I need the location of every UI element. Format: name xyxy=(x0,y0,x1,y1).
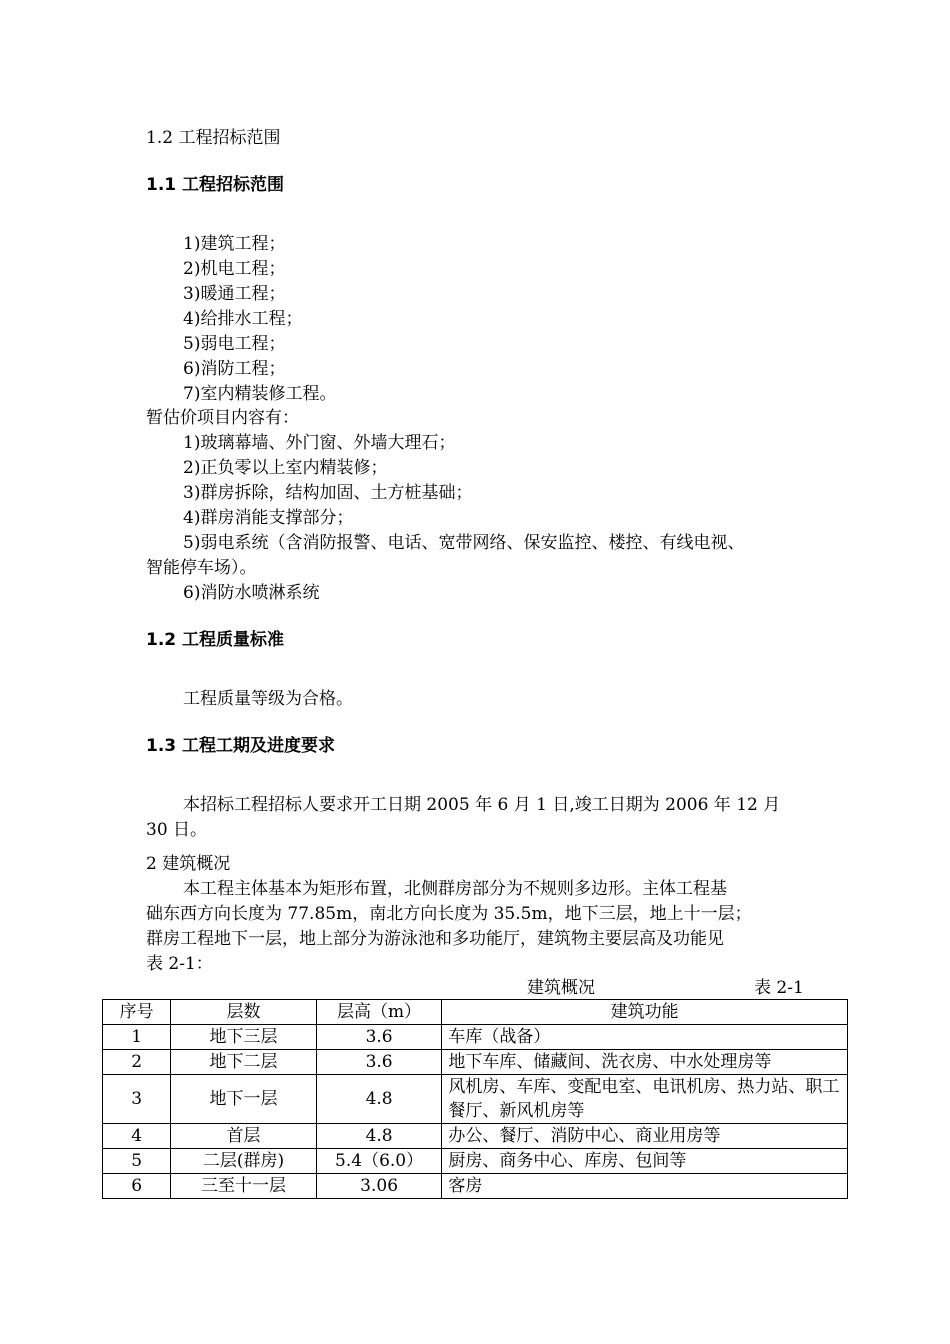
overview-line: 础东西方向长度为 77.85m，南北方向长度为 35.5m，地下三层，地上十一层； xyxy=(146,904,752,924)
table-header-cell: 层高（m） xyxy=(316,1000,442,1025)
list-item-continuation: 智能停车场）。 xyxy=(146,558,257,578)
table-cell: 3 xyxy=(103,1075,171,1124)
section-heading-top: 1.2 工程招标范围 xyxy=(146,128,281,148)
list-item: 6)消防水喷淋系统 xyxy=(183,583,320,603)
table-cell: 地下二层 xyxy=(171,1050,317,1075)
schedule-text-line1: 本招标工程招标人要求开工日期 2005 年 6 月 1 日,竣工日期为 2006 年 12 月 xyxy=(183,795,781,815)
list-item: 7)室内精装修工程。 xyxy=(183,384,337,404)
table-row xyxy=(103,1050,848,1075)
list-item: 2)机电工程； xyxy=(183,259,286,279)
table-row xyxy=(103,1025,848,1050)
table-cell: 客房 xyxy=(442,1174,848,1199)
provisional-title: 暂估价项目内容有： xyxy=(146,408,299,428)
list-item: 3)暖通工程； xyxy=(183,284,286,304)
table-cell: 6 xyxy=(103,1174,171,1199)
table-cell: 车库（战备） xyxy=(442,1025,848,1050)
table-caption: 建筑概况 xyxy=(527,978,595,998)
table-header-row xyxy=(103,1000,848,1025)
list-item: 4)群房消能支撑部分； xyxy=(183,508,354,528)
table-cell: 5 xyxy=(103,1149,171,1174)
heading-quality-standard: 1.2 工程质量标准 xyxy=(146,630,285,650)
table-row xyxy=(103,1124,848,1149)
table-cell: 地下车库、储藏间、洗衣房、中水处理房等 xyxy=(442,1050,848,1075)
overview-line: 群房工程地下一层，地上部分为游泳池和多功能厅，建筑物主要层高及功能见 xyxy=(146,929,724,949)
quality-text: 工程质量等级为合格。 xyxy=(183,689,353,709)
list-item: 5)弱电系统（含消防报警、电话、宽带网络、保安监控、楼控、有线电视、 xyxy=(183,533,745,553)
table-header-cell: 建筑功能 xyxy=(442,1000,848,1025)
table-row xyxy=(103,1174,848,1199)
list-item: 1)建筑工程； xyxy=(183,234,286,254)
table-number: 表 2-1 xyxy=(754,978,804,998)
table-cell: 首层 xyxy=(171,1124,317,1149)
table-cell: 三至十一层 xyxy=(171,1174,317,1199)
list-item: 5)弱电工程； xyxy=(183,334,286,354)
schedule-text-line2: 30 日。 xyxy=(146,820,208,840)
table-cell: 1 xyxy=(103,1025,171,1050)
list-item: 2)正负零以上室内精装修； xyxy=(183,458,388,478)
table-header-cell: 序号 xyxy=(103,1000,171,1025)
list-item: 4)给排水工程； xyxy=(183,309,303,329)
table-cell: 2 xyxy=(103,1050,171,1075)
table-cell: 3.6 xyxy=(316,1050,442,1075)
table-cell: 5.4（6.0） xyxy=(316,1149,442,1174)
overview-line: 本工程主体基本为矩形布置，北侧群房部分为不规则多边形。主体工程基 xyxy=(183,879,727,899)
list-item: 6)消防工程； xyxy=(183,359,286,379)
table-header-cell: 层数 xyxy=(171,1000,317,1025)
table-cell: 3.6 xyxy=(316,1025,442,1050)
heading-schedule: 1.3 工程工期及进度要求 xyxy=(146,736,336,756)
table-cell: 办公、餐厅、消防中心、商业用房等 xyxy=(442,1124,848,1149)
heading-bid-scope: 1.1 工程招标范围 xyxy=(146,175,285,195)
table-cell: 4.8 xyxy=(316,1075,442,1124)
table-cell: 厨房、商务中心、库房、包间等 xyxy=(442,1149,848,1174)
table-cell: 地下一层 xyxy=(171,1075,317,1124)
table-cell: 风机房、车库、变配电室、电讯机房、热力站、职工餐厅、新风机房等 xyxy=(442,1075,848,1124)
table-cell: 3.06 xyxy=(316,1174,442,1199)
overview-line: 表 2-1： xyxy=(146,954,213,974)
list-item: 3)群房拆除，结构加固、土方桩基础； xyxy=(183,483,473,503)
building-overview-table xyxy=(102,999,848,1199)
table-cell: 4.8 xyxy=(316,1124,442,1149)
table-cell: 地下三层 xyxy=(171,1025,317,1050)
table-row xyxy=(103,1149,848,1174)
table-cell: 二层(群房) xyxy=(171,1149,317,1174)
table-cell: 4 xyxy=(103,1124,171,1149)
list-item: 1)玻璃幕墙、外门窗、外墙大理石； xyxy=(183,433,456,453)
section-2-heading: 2 建筑概况 xyxy=(146,854,231,874)
table-row xyxy=(103,1075,848,1124)
